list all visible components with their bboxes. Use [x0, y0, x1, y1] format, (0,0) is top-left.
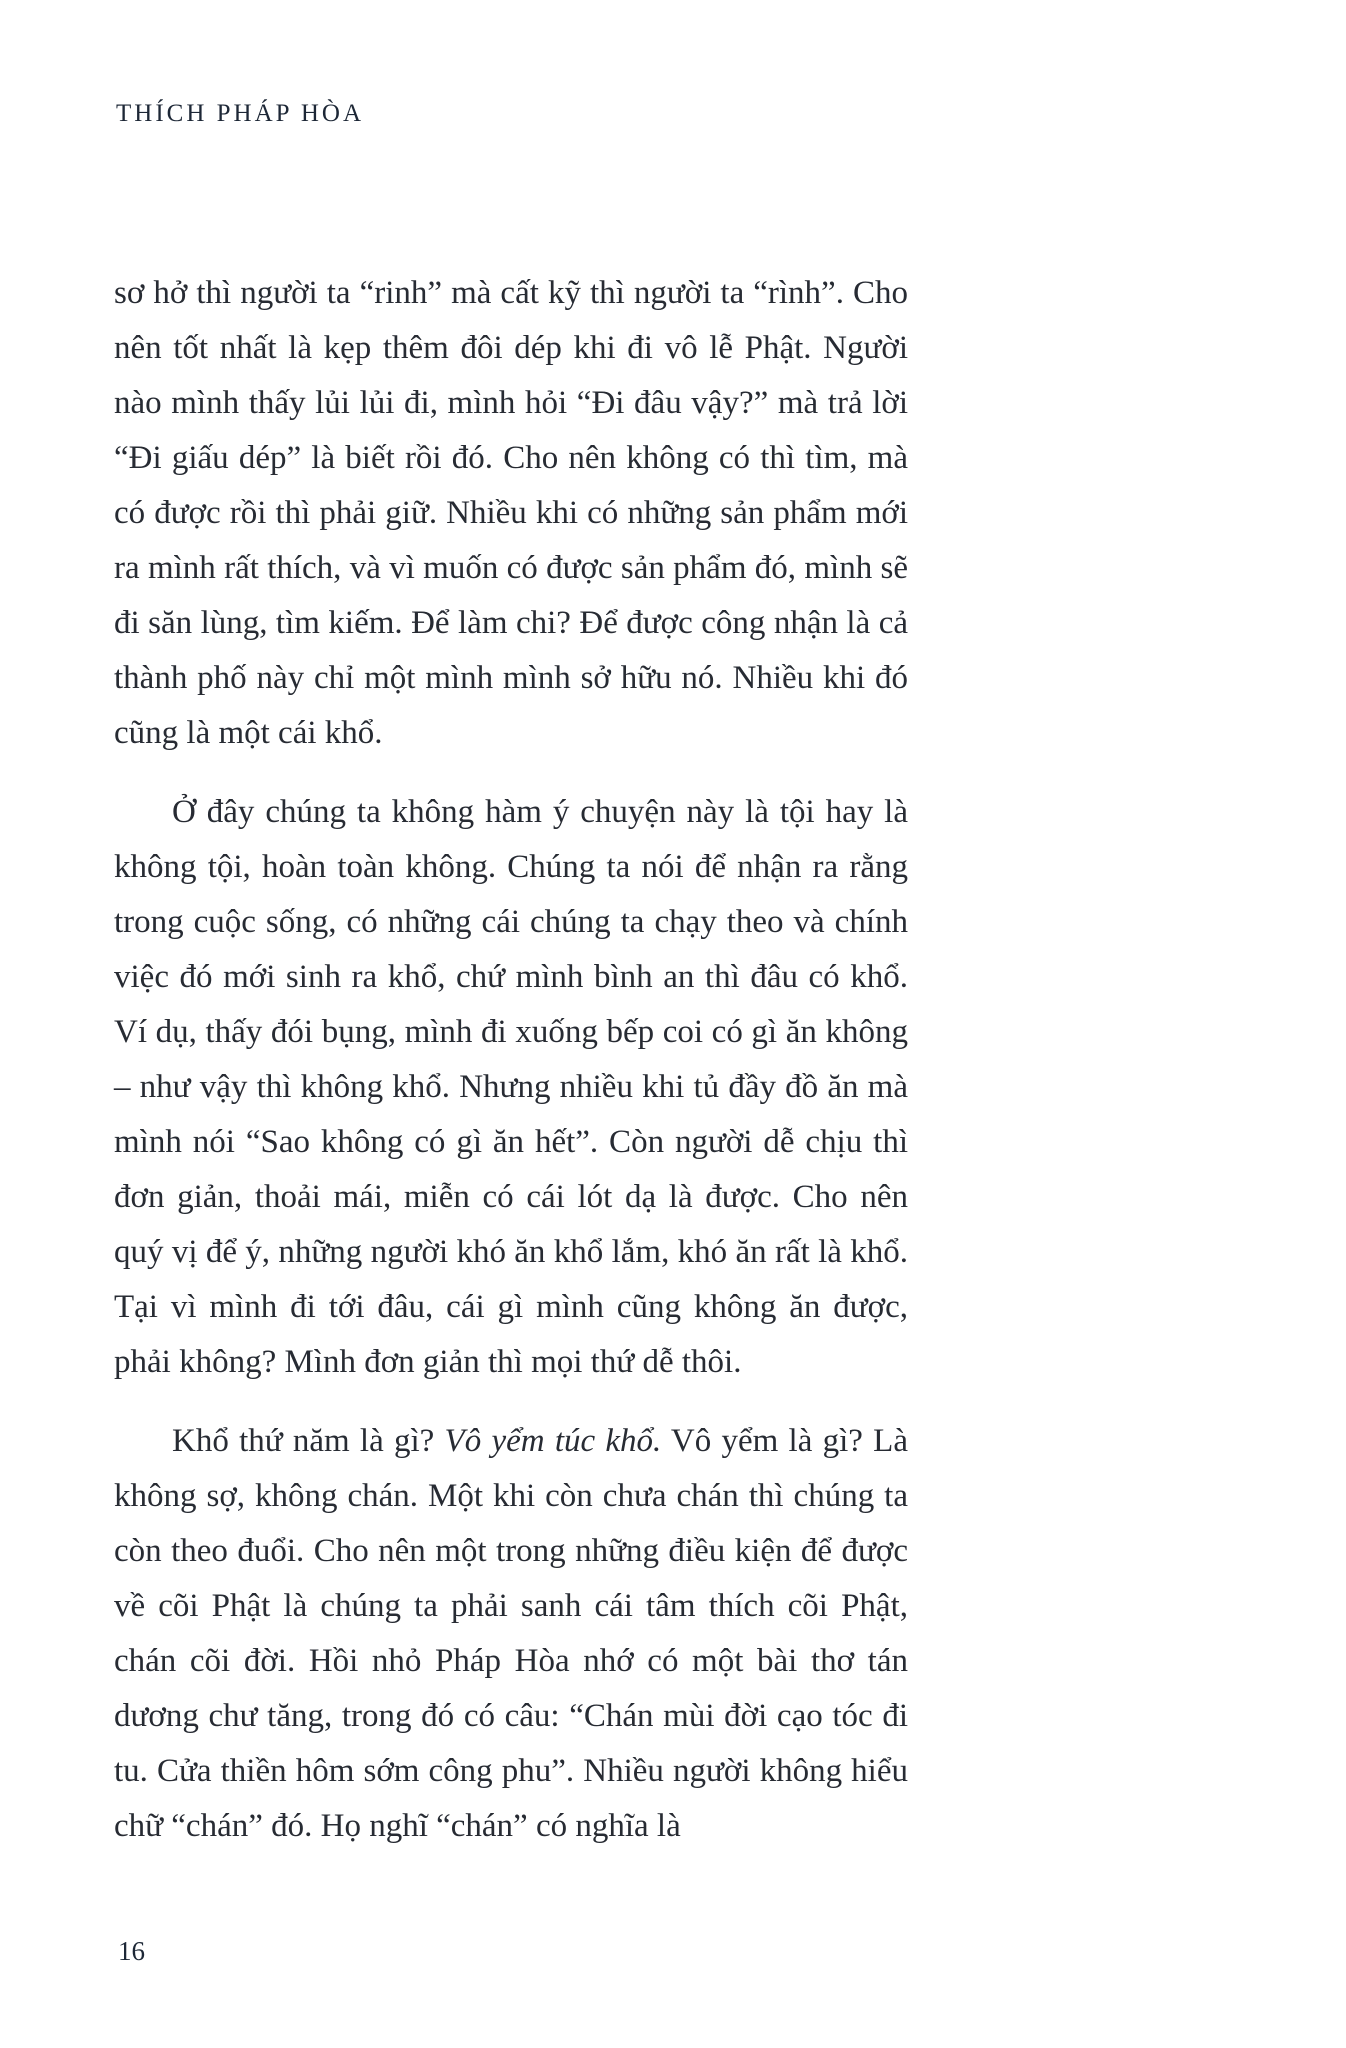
paragraph-text: Vô yểm là gì? Là không sợ, không chán. Một khi còn chưa chán thì chúng ta còn theo đuổi. Cho nên một trong những điều kiện để được về cõi Phật là chúng ta phải sanh cái tâm thích cõi Phật, chán cõi đời. Hồi nhỏ Pháp Hòa nhớ có một bài thơ tán dương chư tăng, trong đó có câu: “Chán mùi đời cạo tóc đi tu. Cửa thiền hôm sớm công phu”. Nhiều người không hiểu chữ “chán” đó. Họ nghĩ “chán” có nghĩa là — [114, 1423, 908, 1844]
paragraph: Ở đây chúng ta không hàm ý chuyện này là tội hay là không tội, hoàn toàn không. Chúng ta nói để nhận ra rằng trong cuộc sống, có những cái chúng ta chạy theo và chính việc đó mới sinh ra khổ, chứ mình bình an thì đâu có khổ. Ví dụ, thấy đói bụng, mình đi xuống bếp coi có gì ăn không – như vậy thì không khổ. Nhưng nhiều khi tủ đầy đồ ăn mà mình nói “Sao không có gì ăn hết”. Còn người dễ chịu thì đơn giản, thoải mái, miễn có cái lót dạ là được. Cho nên quý vị để ý, những người khó ăn khổ lắm, khó ăn rất là khổ. Tại vì mình đi tới đâu, cái gì mình cũng không ăn được, phải không? Mình đơn giản thì mọi thứ dễ thôi. — [114, 794, 908, 1380]
paragraph: sơ hở thì người ta “rinh” mà cất kỹ thì người ta “rình”. Cho nên tốt nhất là kẹp thêm đôi dép khi đi vô lễ Phật. Người nào mình thấy lủi lủi đi, mình hỏi “Đi đâu vậy?” mà trả lời “Đi giấu dép” là biết rồi đó. Cho nên không có thì tìm, mà có được rồi thì phải giữ. Nhiều khi có những sản phẩm mới ra mình rất thích, và vì muốn có được sản phẩm đó, mình sẽ đi săn lùng, tìm kiếm. Để làm chi? Để được công nhận là cả thành phố này chỉ một mình mình sở hữu nó. Nhiều khi đó cũng là một cái khổ. — [114, 275, 908, 751]
paragraph — [114, 1414, 908, 1854]
running-header: THÍCH PHÁP HÒA — [116, 100, 365, 127]
page-number: 16 — [118, 1936, 145, 1966]
paragraph-text: Khổ thứ năm là gì? — [172, 1423, 445, 1459]
italic-term: Vô yểm túc khổ. — [444, 1423, 662, 1459]
body-text — [114, 266, 908, 1854]
